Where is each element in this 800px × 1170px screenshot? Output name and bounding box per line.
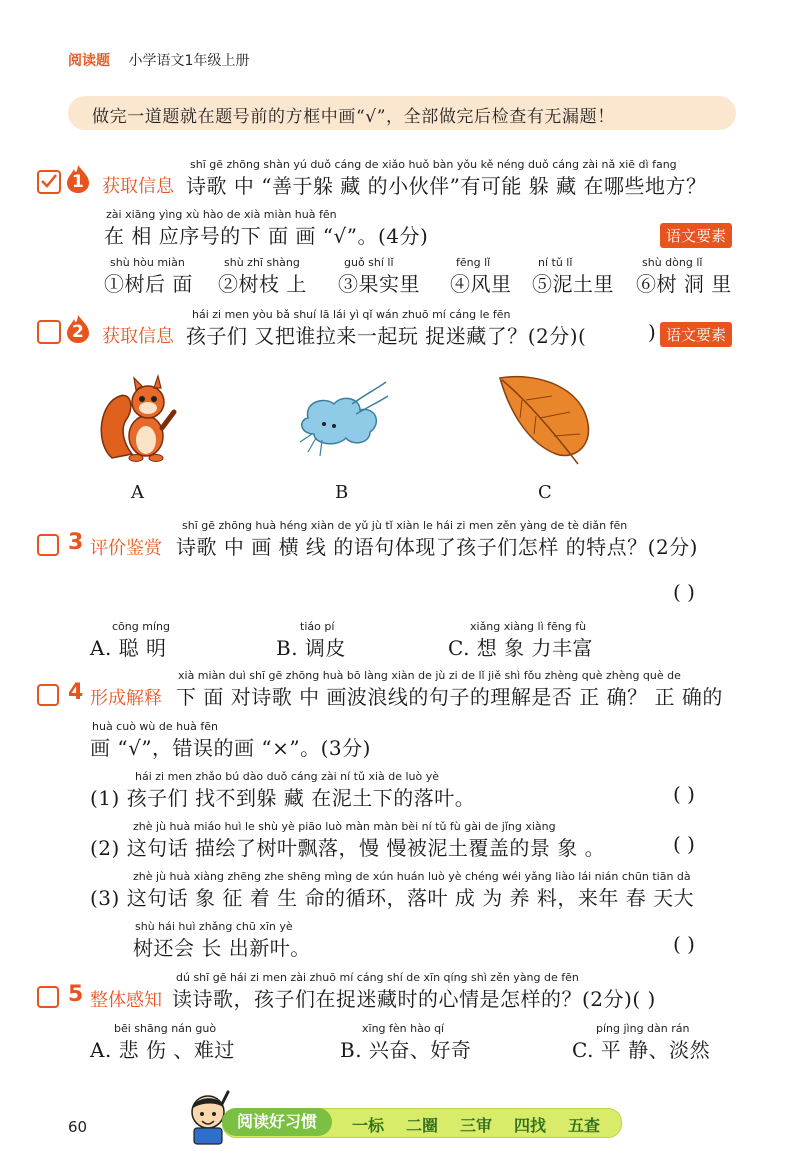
header-tag: 阅读题 — [68, 53, 110, 69]
question-3-text: 诗歌 中 画 横 线 的语句体现了孩子们怎样 的特点？(2分) — [176, 535, 698, 559]
question-4-item-2: (2) 这句话 描绘了树叶飘落，慢 慢被泥土覆盖的景 象 。 — [90, 836, 606, 860]
squirrel-image[interactable] — [98, 372, 180, 464]
question-1-checkbox[interactable] — [37, 170, 61, 194]
header-title: 小学语文1年级上册 — [128, 53, 250, 69]
option-item[interactable]: ②树枝 上 — [218, 272, 307, 296]
option-pinyin: shù zhī shàng — [224, 256, 300, 269]
question-4-checkbox[interactable] — [37, 684, 59, 706]
question-1-badge: 语文要素 — [660, 223, 732, 248]
question-5-tag: 整体感知 — [90, 990, 162, 1011]
question-4-item-1: (1) 孩子们 找不到躲 藏 在泥土下的落叶。 — [90, 786, 476, 810]
question-2-badge: 语文要素 — [660, 322, 732, 347]
question-4-item-3-text-2: 树还会 长 出新叶。 — [133, 936, 311, 960]
option-pinyin: xīng fèn hào qí — [362, 1022, 445, 1035]
option-pinyin: píng jìng dàn rán — [596, 1022, 690, 1035]
question-3-tag: 评价鉴赏 — [90, 538, 162, 559]
option-item[interactable]: ④风里 — [450, 272, 512, 296]
option-item[interactable]: ⑤泥土里 — [532, 272, 614, 296]
question-5-text: 读诗歌，孩子们在捉迷藏时的心情是怎样的？(2分)( ) — [172, 987, 656, 1011]
question-1-tag: 获取信息 — [102, 176, 174, 197]
question-4-item-3: (3) 这句话 象 征 着 生 命的循环，落叶 成 为 养 料，来年 春 天大 — [90, 886, 695, 910]
question-5-pinyin: dú shī gē hái zi men zài zhuō mí cáng shí de xīn qíng shì zěn yàng de fēn — [176, 971, 579, 984]
question-4-pinyin-2: huà cuò wù de huà fēn — [92, 720, 218, 733]
question-4-number: 4 — [68, 680, 84, 705]
question-4-item-1-answer[interactable]: ( ) — [673, 782, 695, 806]
leaf-image[interactable] — [496, 372, 596, 468]
question-2-pinyin: hái zi men yòu bǎ shuí lā lái yì qǐ wán zhuō mí cáng le fēn — [192, 308, 511, 321]
question-2-answer-close[interactable]: ) — [648, 320, 656, 344]
question-3-number: 3 — [68, 530, 84, 555]
habit-step: 二圈 — [406, 1116, 439, 1135]
option-item[interactable]: ③果实里 — [338, 272, 420, 296]
question-4-text-2: 画 “√”，错误的画 “×”。(3分) — [90, 736, 371, 760]
question-5-number: 5 — [68, 982, 84, 1007]
question-1-number: 1 — [72, 172, 84, 192]
question-2-number: 2 — [72, 322, 84, 342]
question-4-item-3-answer[interactable]: ( ) — [673, 932, 695, 956]
option-pinyin: fēng lǐ — [456, 256, 491, 269]
option-item[interactable]: A. 悲 伤 、难过 — [90, 1038, 235, 1062]
habit-step: 一标 — [352, 1116, 385, 1135]
checkmark-icon — [39, 171, 59, 191]
option-item[interactable]: B. 兴奋、好奇 — [340, 1038, 472, 1062]
question-4-text: 下 面 对诗歌 中 画波浪线的句子的理解是否 正 确？ 正 确的 — [176, 685, 723, 709]
image-label-a: A — [131, 482, 145, 503]
habit-label-text: 阅读好习惯 — [236, 1112, 317, 1131]
question-1-text-2: 在 相 应序号的下 面 画 “√”。(4分) — [104, 224, 429, 248]
question-3-checkbox[interactable] — [37, 534, 59, 556]
option-item[interactable]: C. 平 静、淡然 — [572, 1038, 711, 1062]
question-2-checkbox[interactable] — [37, 320, 61, 344]
page-number: 60 — [68, 1118, 88, 1136]
question-3-pinyin: shī gē zhōng huà héng xiàn de yǔ jù tǐ xiàn le hái zi men zěn yàng de tè diǎn fēn — [182, 519, 628, 532]
header — [68, 50, 249, 70]
option-item[interactable]: C. 想 象 力丰富 — [448, 636, 594, 660]
question-2-text: 孩子们 又把谁拉来一起玩 捉迷藏了？(2分)( — [186, 324, 587, 348]
question-4-tag: 形成解释 — [90, 688, 162, 709]
question-4-pinyin: xià miàn duì shī gē zhōng huà bō làng xiàn de jù zi de lǐ jiě shì fǒu zhèng què zhèng què de — [178, 669, 681, 682]
option-pinyin: guǒ shí lǐ — [344, 256, 394, 269]
option-item[interactable]: A. 聪 明 — [90, 636, 167, 660]
question-1-text: 诗歌 中 “善于躲 藏 的小伙伴”有可能 躲 藏 在哪些地方？ — [186, 174, 707, 198]
question-1-pinyin-2: zài xiāng yìng xù hào de xià miàn huà fēn — [106, 208, 337, 221]
habit-step: 四找 — [514, 1116, 547, 1135]
option-pinyin: ní tǔ lǐ — [538, 256, 573, 269]
question-4-item-2-answer[interactable]: ( ) — [673, 832, 695, 856]
question-4-item-1-pinyin: hái zi men zhǎo bú dào duǒ cáng zài ní tǔ xià de luò yè — [135, 770, 440, 783]
option-pinyin: xiǎng xiàng lì fēng fù — [470, 620, 587, 633]
question-2-tag: 获取信息 — [102, 326, 174, 347]
question-3-answer[interactable]: ( ) — [673, 580, 695, 604]
option-pinyin: cōng míng — [112, 620, 170, 633]
option-pinyin: tiáo pí — [300, 620, 335, 633]
option-pinyin: shù dòng lǐ — [642, 256, 703, 269]
habit-step: 五查 — [568, 1116, 601, 1135]
option-item[interactable]: ①树后 面 — [104, 272, 193, 296]
habit-label — [222, 1108, 332, 1136]
question-4-item-2-pinyin: zhè jù huà miáo huì le shù yè piāo luò màn màn bèi ní tǔ fù gài de jǐng xiàng — [133, 820, 556, 833]
option-item[interactable]: B. 调皮 — [276, 636, 346, 660]
question-4-item-3-pinyin: zhè jù huà xiàng zhēng zhe shēng mìng de xún huán luò yè chéng wéi yǎng liào lái nián chūn tiān dà — [133, 870, 691, 883]
option-pinyin: shù hòu miàn — [110, 256, 185, 269]
question-1-pinyin: shī gē zhōng shàn yú duǒ cáng de xiǎo huǒ bàn yǒu kě néng duǒ cáng zài nǎ xiē dì fang — [190, 158, 677, 171]
wind-image[interactable] — [290, 376, 390, 466]
instruction-text: 做完一道题就在题号前的方框中画“√”，全部做完后检查有无漏题！ — [92, 107, 615, 127]
image-label-b: B — [335, 482, 349, 503]
question-5-checkbox[interactable] — [37, 986, 59, 1008]
option-item[interactable]: ⑥树 洞 里 — [636, 272, 732, 296]
question-4-item-3-pinyin-2: shù hái huì zhǎng chū xīn yè — [135, 920, 293, 933]
option-pinyin: bēi shāng nán guò — [114, 1022, 217, 1035]
image-label-c: C — [538, 482, 553, 503]
habit-step: 三审 — [460, 1116, 493, 1135]
